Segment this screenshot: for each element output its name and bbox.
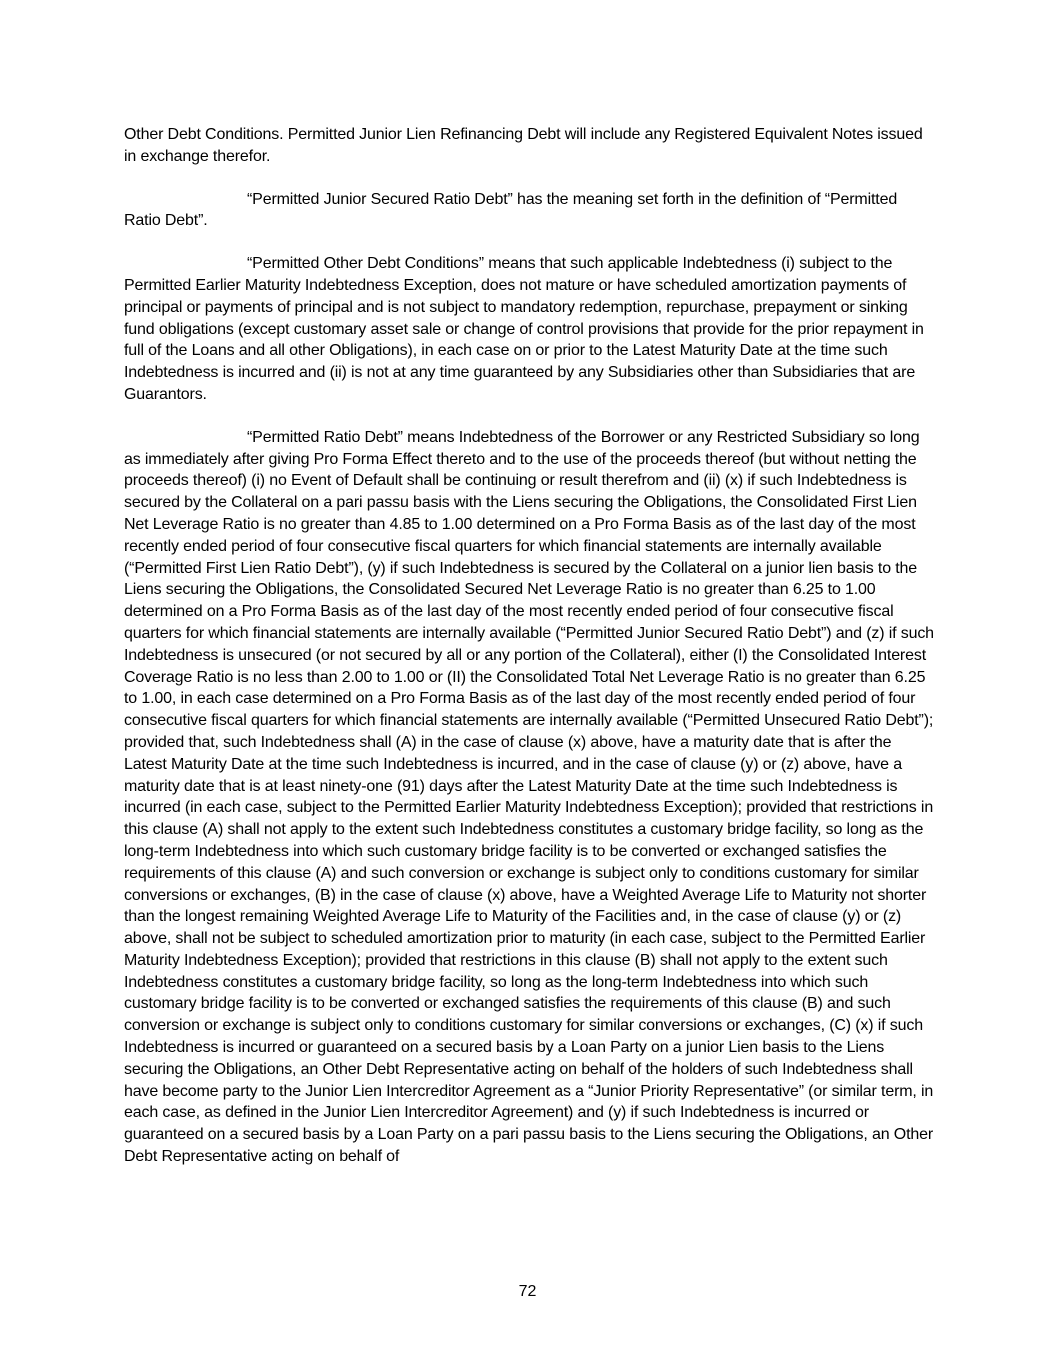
paragraph-permitted-junior-secured-ratio-debt: “Permitted Junior Secured Ratio Debt” has the meaning set forth in the definition of “Permitted Ratio Debt”.: [124, 190, 898, 230]
paragraph-permitted-ratio-debt: “Permitted Ratio Debt” means Indebtedness of the Borrower or any Restricted Subsidiary so long as immediately after giving Pro Forma Effect thereto and to the use of the proceeds thereof (but without netting the proceeds thereof) (i) no Event of Default shall be continuing or result therefrom and (ii) (x) if such Indebtedness is secured by the Collateral on a pari passu basis with the Liens securing the Obligations, the Consolidated First Lien Net Leverage Ratio is no greater than 4.85 to 1.00 determined on a Pro Forma Basis as of the last day of the most recently ended period of four consecutive fiscal quarters for which financial statements are internally available (“Permitted First Lien Ratio Debt”), (y) if such Indebtedness is secured by the Collateral on a junior lien basis to the Liens securing the Obligations, the Consolidated Secured Net Leverage Ratio is no greater than 6.25 to 1.00 determined on a Pro Forma Basis as of the last day of the most recently ended period of four consecutive fiscal quarters for which financial statements are internally available (“Permitted Junior Secured Ratio Debt”) and (z) if such Indebtedness is unsecured (or not secured by all or any portion of the Collateral), either (I) the Consolidated Interest Coverage Ratio is no less than 2.00 to 1.00 or (II) the Consolidated Total Net Leverage Ratio is no greater than 6.25 to 1.00, in each case determined on a Pro Forma Basis as of the last day of the most recently ended period of four consecutive fiscal quarters for which financial statements are internally available (“Permitted Unsecured Ratio Debt”); provided that, such Indebtedness shall (A) in the case of clause (x) above, have a maturity date that is after the Latest Maturity Date at the time such Indebtedness is incurred, and in the case of clause (y) or (z) above, have a maturity date that is at least ninety-one (91) days after the Latest Maturity Date at the time such Indebtedness is incurred (in each case, subject to the Permitted Earlier Maturity Indebtedness Exception); provided that restrictions in this clause (A) shall not apply to the extent such Indebtedness constitutes a customary bridge facility, so long as the long-term Indebtedness into which such customary bridge facility is to be converted or exchanged satisfies the requirements of this clause (A) and such conversion or exchange is subject only to conditions customary for similar conversions or exchanges, (B) in the case of clause (x) above, have a Weighted Average Life to Maturity not shorter than the longest remaining Weighted Average Life to Maturity of the Facilities and, in the case of clause (y) or (z) above, shall not be subject to scheduled amortization prior to maturity (in each case, subject to the Permitted Earlier Maturity Indebtedness Exception); provided that restrictions in this clause (B) shall not apply to the extent such Indebtedness constitutes a customary bridge facility, so long as the long-term Indebtedness into which such customary bridge facility is to be converted or exchanged satisfies the requirements of this clause (B) and such conversion or exchange is subject only to conditions customary for similar conversions or exchanges, (C) (x) if such Indebtedness is incurred or guaranteed on a secured basis by a Loan Party on a junior Lien basis to the Liens securing the Obligations, an Other Debt Representative acting on behalf of the holders of such Indebtedness shall have become party to the Junior Lien Intercreditor Agreement as a “Junior Priority Representative” (or similar term, in each case, as defined in the Junior Lien Intercreditor Agreement) and (y) if such Indebtedness is incurred or guaranteed on a secured basis by a Loan Party on a pari passu basis to the Liens securing the Obligations, an Other Debt Representative acting on behalf of: [124, 428, 934, 1166]
document-page: [124, 124, 934, 1189]
paragraph-continuation: Other Debt Conditions. Permitted Junior Lien Refinancing Debt will include any Registered Equivalent Notes issued in exchange therefor.: [124, 126, 923, 165]
page-number: 72: [518, 1283, 537, 1300]
paragraph-permitted-other-debt-conditions: “Permitted Other Debt Conditions” means that such applicable Indebtedness (i) subject to the Permitted Earlier Maturity Indebtedness Exception, does not mature or have scheduled amortization payments of principal or payments of principal and is not subject to mandatory redemption, repurchase, prepayment or sinking fund obligations (except customary asset sale or change of control provisions that provide for the prior repayment in full of the Loans and all other Obligations), in each case on or prior to the Latest Maturity Date at the time such Indebtedness is incurred and (ii) is not at any time guaranteed by any Subsidiaries other than Subsidiaries that are Guarantors.: [124, 255, 924, 403]
